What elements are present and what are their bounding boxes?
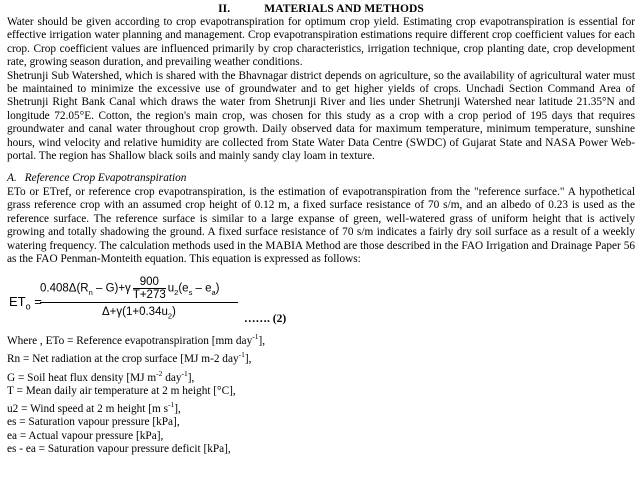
variable-def: u2 = Wind speed at 2 m height [m $s^{-1}$],: [7, 400, 181, 415]
section-number: II.: [218, 3, 231, 15]
paper-page: [7, 2, 635, 457]
penman-monteith-equation: [7, 268, 635, 330]
variable-def: T = Mean daily air temperature at 2 m height [°C],: [7, 384, 236, 397]
variable-def: es = Saturation vapour pressure [kPa],: [7, 416, 180, 429]
paragraph-reference-et: ETo or ETref, or reference crop evapotranspiration, is the estimation of evapotranspiration from the "reference surface." A hypothetical grass reference crop with an assumed crop height of 0.12 m, a fixed surface resistance of 70 s/m, and an albedo of 0.23 is used as the reference surface. The reference surface is similar to a large expanse of green, well-watered grass of uniform height that is actively growing and totally shadowing the ground. A fixed surface resistance of 70 s/m indicates a fairly dry soil surface as a result of a weekly watering frequency. The calculation methods used in the MABIA Method are those described in the FAO Irrigation and Drainage Paper 56 as the FAO Penman-Monteith equation. This equation is expressed as follows:: [7, 185, 635, 265]
paragraph-study-area: Shetrunji Sub Watershed, which is shared with the Bhavnagar district depends on agriculture, so the availability of agricultural water must be maintained to minimize the excessive use of groundwater and to get higher yields of crops. Unchadi Section Command Area of Shetrunji Right Bank Canal which draws the water from Shetrunji River and lies under Shetrunji Watershed near latitude 21.35°N and longitude 72.05°E. Cotton, the region's main crop, was chosen for this study as a crop with a crop period of 195 days that requires groundwater and canal water throughout crop growth. Daily observed data for maximum temperature, minimum temperature, sunshine hours, wind velocity and relative humidity are collected from State Water Data Centre (SWDC) of Gujarat State and NASA Power Web-portal. The region has Shallow black soils and mainly sandy clay loam in texture.: [7, 69, 635, 163]
variable-def: G = Soil heat flux density [MJ $m^{-2}$ day$^{-1}$],: [7, 368, 195, 384]
variable-def: Where , ETo = Reference evapotranspiration [mm day$^{-1}$],: [7, 332, 266, 348]
equation-fraction-bar: [40, 302, 238, 303]
subsection-label: A.: [7, 172, 17, 185]
equation-numerator: $0.408\Delta(R_n - G)+\gamma$ $\frac{900}{T+273}$ $u_2(e_s - e_a)$: [40, 276, 220, 302]
section-heading: [7, 2, 635, 16]
variable-def: es - ea = Saturation vapour pressure deficit [kPa],: [7, 443, 231, 456]
variable-def: ea = Actual vapour pressure [kPa],: [7, 429, 164, 442]
equation-denominator: $\Delta+\gamma(1+0.34u_2)$: [102, 306, 176, 321]
variable-definitions: [7, 330, 635, 456]
subsection-heading: [7, 172, 635, 185]
equation-lhs: $ET_o$ =: [9, 294, 42, 312]
subsection-title: Reference Crop Evapotranspiration: [24, 172, 187, 185]
equation-number: ……. (2): [244, 313, 287, 326]
section-title: MATERIALS AND METHODS: [264, 3, 424, 15]
equation-inner-fraction: $\frac{900}{T+273}$: [132, 276, 166, 302]
paragraph-intro: Water should be given according to crop evapotranspiration for optimum crop yield. Estimating crop evapotranspiration is essential for effective irrigation water planning and management. Crop evapotranspiration estimations require different crop coefficient values for each crop. Crop coefficient values are influenced primarily by crop characteristics, irrigation technique, crop planting date, crop development rate, growing season duration, and prevailing weather conditions.: [7, 16, 635, 69]
variable-def: Rn = Net radiation at the crop surface [MJ m-2 day$^{-1}$],: [7, 350, 252, 366]
